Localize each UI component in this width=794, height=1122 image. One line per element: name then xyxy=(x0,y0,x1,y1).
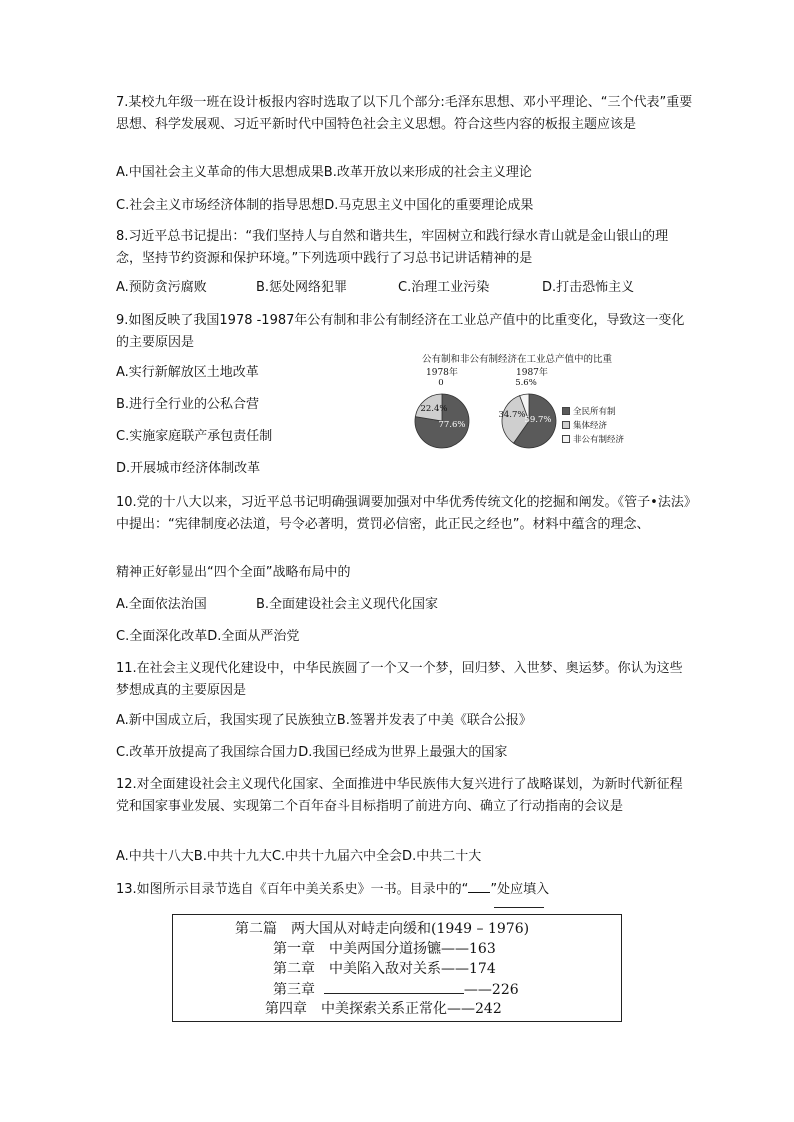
toc-chapter-1: 第一章 中美两国分道扬镳——163 xyxy=(273,941,496,957)
q10-stem: 10.党的十八大以来，习近平总书记明确强调要加强对中华优秀传统文化的挖掘和阐发。《管子•法法》中提出：“宪律制度必法道，号令必著明，赏罚必信密，此正民之经也”。材料中蕴含的理念、 xyxy=(116,495,691,532)
q10-options-cd: C.全面深化改革D.全面从严治党 xyxy=(116,629,300,644)
pie-0-label-1: 22.4% xyxy=(420,404,448,414)
legend-label: 集体经济 xyxy=(573,421,608,431)
chart-title: 公有制和非公有制经济在工业总产值中的比重 xyxy=(422,354,613,365)
q9-option-b: B.进行全行业的公私合营 xyxy=(116,397,260,412)
q8-option-b: B.惩处网络犯罪 xyxy=(256,280,348,295)
pie-chart-svg xyxy=(412,349,562,459)
legend-item-private xyxy=(562,433,624,445)
q9-stem: 9.如图反映了我国1978 -1987年公有制和非公有制经济在工业总产值中的比重变化，导致这一变化的主要原因是 xyxy=(116,313,685,350)
legend-swatch-icon xyxy=(562,407,570,415)
q10-stem-continued: 精神正好彰显出“四个全面”战略布局中的 xyxy=(116,565,351,580)
q8-option-c: C.治理工业污染 xyxy=(398,280,490,295)
toc-chapter-3-label: 第三章 xyxy=(273,982,315,998)
pie-1-label-2: 5.6% xyxy=(515,378,537,388)
q13-stem-post: ”处应填入 xyxy=(490,882,550,897)
toc-part-title: 第二篇 两大国从对峙走向缓和(1949 – 1976) xyxy=(235,921,530,937)
q7-options-cd: C.社会主义市场经济体制的指导思想D.马克思主义中国化的重要理论成果 xyxy=(116,198,534,213)
pie-1-label-0: 59.7% xyxy=(524,415,552,425)
q12-options: A.中共十八大B.中共十九大C.中共十九届六中全会D.中共二十大 xyxy=(116,849,482,864)
pie-0-label-2: 0 xyxy=(438,378,444,388)
pie-chart-figure xyxy=(412,349,692,459)
pie-1-label-1: 34.7% xyxy=(498,410,526,420)
q7-options-ab: A.中国社会主义革命的伟大思想成果B.改革开放以来形成的社会主义理论 xyxy=(116,165,532,180)
pie-0-label-0: 77.6% xyxy=(438,420,466,430)
q10-option-a: A.全面依法治国 xyxy=(116,597,207,612)
q13-stem xyxy=(116,878,549,901)
q9-option-c: C.实施家庭联产承包责任制 xyxy=(116,429,273,444)
toc-chapter-3 xyxy=(273,979,519,1000)
legend-swatch-icon xyxy=(562,421,570,429)
q7-stem: 7.某校九年级一班在设计板报内容时选取了以下几个部分:毛泽东思想、邓小平理论、“三个代表”重要思想、科学发展观、习近平新时代中国特色社会主义思想。符合这些内容的板报主题应该是 xyxy=(116,95,693,132)
q9-option-a: A.实行新解放区土地改革 xyxy=(116,365,259,380)
q13-blank xyxy=(468,878,490,893)
q10-option-b: B.全面建设社会主义现代化国家 xyxy=(256,597,439,612)
toc-chapter-3-blank xyxy=(324,979,464,994)
decorative-rule xyxy=(494,907,544,908)
q12-stem: 12.对全面建设社会主义现代化国家、全面推进中华民族伟大复兴进行了战略谋划，为新时代新征程 党和国家事业发展、实现第二个百年奋斗目标指明了前进方向、确立了行动指南的会议是 xyxy=(116,777,683,814)
q11-options-ab: A.新中国成立后，我国实现了民族独立B.签署并发表了中美《联合公报》 xyxy=(116,713,532,728)
legend-swatch-icon xyxy=(562,435,570,443)
chart-year-1978: 1978年 xyxy=(426,368,458,378)
legend-item-collective xyxy=(562,419,607,431)
q8-stem: 8.习近平总书记提出：“我们坚持人与自然和谐共生，牢固树立和践行绿水青山就是金山银山的理念，坚持节约资源和保护环境。”下列选项中践行了习总书记讲话精神的是 xyxy=(116,229,669,266)
legend-label: 非公有制经济 xyxy=(573,435,625,445)
q11-stem: 11.在社会主义现代化建设中，中华民族圆了一个又一个梦，回归梦、入世梦、奥运梦。你认为这些梦想成真的主要原因是 xyxy=(116,661,683,698)
legend-label: 全民所有制 xyxy=(573,407,616,417)
toc-chapter-2: 第二章 中美陷入敌对关系——174 xyxy=(273,961,496,977)
q9-option-d: D.开展城市经济体制改革 xyxy=(116,461,261,476)
q11-options-cd: C.改革开放提高了我国综合国力D.我国已经成为世界上最强大的国家 xyxy=(116,745,508,760)
legend-item-public xyxy=(562,405,616,417)
chart-year-1987: 1987年 xyxy=(516,368,548,378)
q8-option-a: A.预防贪污腐败 xyxy=(116,280,207,295)
table-of-contents xyxy=(172,914,622,1022)
toc-chapter-3-page: ——226 xyxy=(463,982,519,998)
q13-stem-pre: 13.如图所示目录节选自《百年中美关系史》一书。目录中的“ xyxy=(116,882,469,897)
toc-chapter-4: 第四章 中美探索关系正常化——242 xyxy=(265,1001,502,1017)
q8-option-d: D.打击恐怖主义 xyxy=(542,280,635,295)
